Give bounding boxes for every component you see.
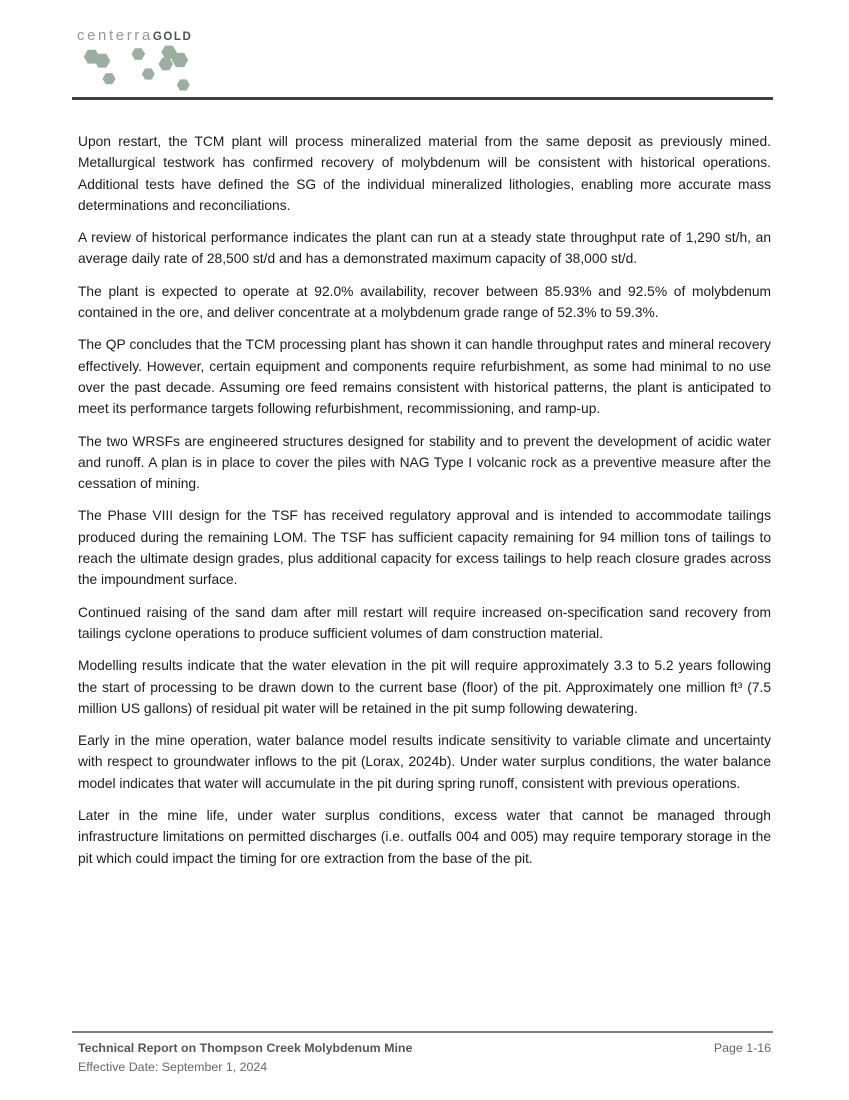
footer-effective-date: Effective Date: September 1, 2024 (78, 1060, 268, 1074)
paragraph-water-balance-early: Early in the mine operation, water balance model results indicate sensitivity to variable climate and uncertainty with respect to groundwater inflows to the pit (Lorax, 2024b). Under water surplus conditions, the water balance model indicates that water will accumulate in the pit during spring runoff, consistent with previous operations. (78, 733, 771, 791)
footer-page-number: Page 1-16 (713, 1041, 771, 1055)
paragraph-restart-processing: Upon restart, the TCM plant will process mineralized material from the same deposit as previously mined. Metallurgical testwork has confirmed recovery of molybdenum will be consistent with historical operations. Additional tests have defined the SG of the individual mineralized lithologies, enabling more accurate mass determinations and reconciliations. (78, 134, 771, 213)
hexagon-pattern-icon (70, 44, 200, 95)
footer-report-title: Technical Report on Thompson Creek Molybdenum Mine (78, 1041, 413, 1055)
header-divider (72, 97, 773, 100)
paragraph-sand-dam: Continued raising of the sand dam after mill restart will require increased on-specification sand recovery from tailings cyclone operations to produce sufficient volumes of dam construction material. (78, 604, 771, 641)
paragraph-qp-conclusion: The QP concludes that the TCM processing plant has shown it can handle throughput rates and mineral recovery effectively. However, certain equipment and components require refurbishment, as some had minimal to no use over the past decade. Assuming ore feed remains consistent with historical patterns, the plant is anticipated to meet its performance targets following refurbishment, recommissioning, and ramp-up. (78, 337, 771, 417)
footer-left (78, 1039, 412, 1077)
footer-divider (72, 1031, 773, 1033)
paragraph-pit-dewatering: Modelling results indicate that the water elevation in the pit will require approximately 3.3 to 5.2 years following the start of processing to be drawn down to the current base (floor) of the pit. Approximately one million ft³ (7.5 million US gallons) of residual pit water will be retained in the pit sump following dewatering. (78, 658, 771, 716)
report-body (78, 131, 771, 880)
logo-text-gold: GOLD (152, 31, 193, 43)
page-footer (78, 1039, 771, 1077)
paragraph-tsf-phase-viii: The Phase VIII design for the TSF has received regulatory approval and is intended to accommodate tailings produced during the remaining LOM. The TSF has sufficient capacity remaining for 94 million tons of tailings to reach the ultimate design grades, plus additional capacity for excess tailings to help reach closure grades across the impoundment surface. (78, 508, 771, 588)
logo-wordmark (77, 28, 192, 44)
paragraph-wrsfs: The two WRSFs are engineered structures designed for stability and to prevent the development of acidic water and runoff. A plan is in place to cover the piles with NAG Type I volcanic rock as a preventive measure after the cessation of mining. (78, 433, 771, 492)
paragraph-water-balance-later: Later in the mine life, under water surplus conditions, excess water that cannot be managed through infrastructure limitations on permitted discharges (i.e. outfalls 004 and 005) may require temporary storage in the pit which could impact the timing for ore extraction from the base of the pit. (78, 808, 771, 866)
logo-text-centerra: centerra (77, 27, 153, 44)
paragraph-availability-recovery: The plant is expected to operate at 92.0% availability, recover between 85.93% and 92.5% of molybdenum contained in the ore, and deliver concentrate at a molybdenum grade range of 52.3% to 59.3%. (78, 283, 771, 321)
centerra-gold-logo (77, 28, 192, 44)
paragraph-throughput-rates: A review of historical performance indicates the plant can run at a steady state throughput rate of 1,290 st/h, an average daily rate of 28,500 st/d and has a demonstrated maximum capacity of 38,000 st/d. (78, 230, 771, 267)
